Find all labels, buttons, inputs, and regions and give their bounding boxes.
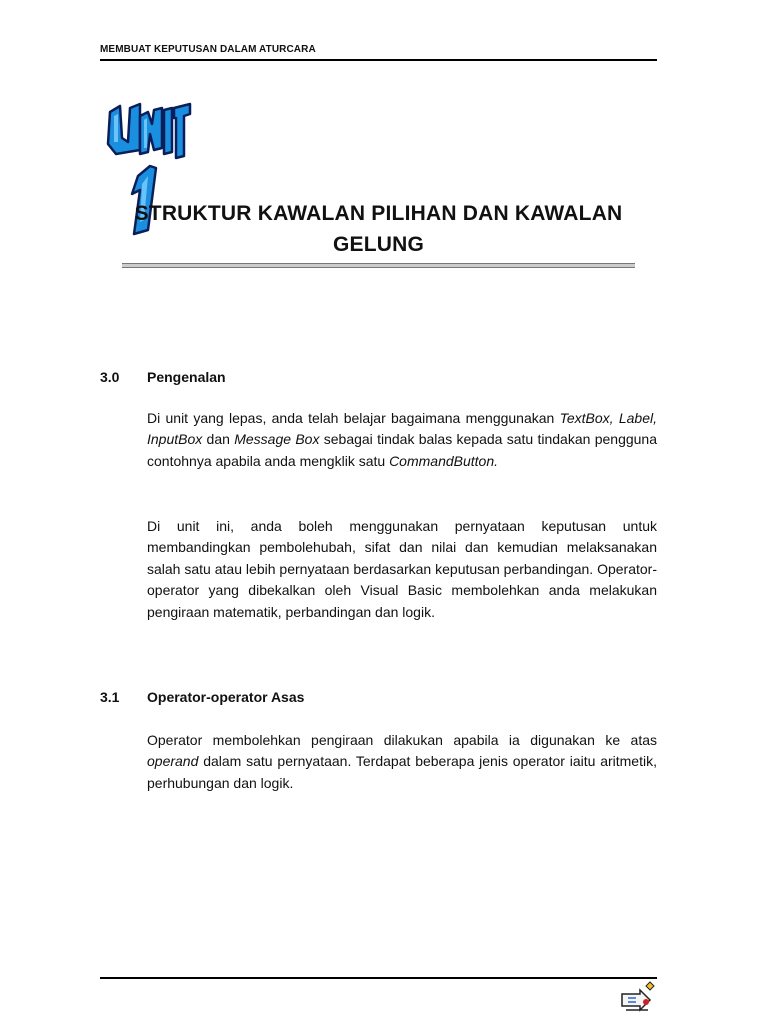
- paragraph-text: dan: [202, 431, 235, 448]
- footer-rule: [100, 977, 657, 979]
- paragraph-italic-text: TextBox, Label, InputBox: [147, 410, 657, 448]
- paragraph-text: sebagai tindak balas kepada satu tindakan pengguna contohnya apabila anda mengklik satu: [147, 431, 657, 469]
- paragraph: [147, 408, 657, 472]
- paragraph-italic-text: Message Box: [234, 431, 320, 448]
- navigation-arrow-icon: [618, 980, 658, 1016]
- running-header: MEMBUAT KEPUTUSAN DALAM ATURCARA: [100, 44, 316, 55]
- title-rule: [122, 263, 635, 268]
- chapter-title-line-2: GELUNG: [332, 233, 425, 256]
- chapter-title: [100, 198, 657, 260]
- chapter-title-line-1: STRUKTUR KAWALAN PILIHAN DAN KAWALAN: [134, 202, 623, 225]
- paragraph: [147, 730, 657, 794]
- section-number: 3.1: [100, 689, 120, 705]
- paragraph: Di unit ini, anda boleh menggunakan pernyataan keputusan untuk membandingkan pembolehubah, sifat dan nilai dan kemudian melaksanakan salah satu atau lebih pernyataan berdasarkan keputusan perbandingan. Operator-operator yang dibekalkan oleh Visual Basic membolehkan anda melakukan pengiraan matematik, perbandingan dan logik.: [147, 518, 657, 620]
- paragraph-italic-text: CommandButton.: [389, 452, 499, 469]
- section-number: 3.0: [100, 369, 120, 385]
- section-heading: Operator-operator Asas: [147, 689, 305, 705]
- paragraph-italic-text: operand: [147, 753, 199, 770]
- paragraph-text: Di unit yang lepas, anda telah belajar bagaimana menggunakan: [147, 410, 560, 426]
- header-rule: [100, 59, 657, 61]
- section-heading: Pengenalan: [147, 369, 226, 385]
- paragraph-text: Operator membolehkan pengiraan dilakukan apabila ia digunakan ke atas: [147, 732, 657, 748]
- paragraph-text: dalam satu pernyataan. Terdapat beberapa jenis operator iaitu aritmetik, perhubungan dan logik.: [147, 753, 657, 791]
